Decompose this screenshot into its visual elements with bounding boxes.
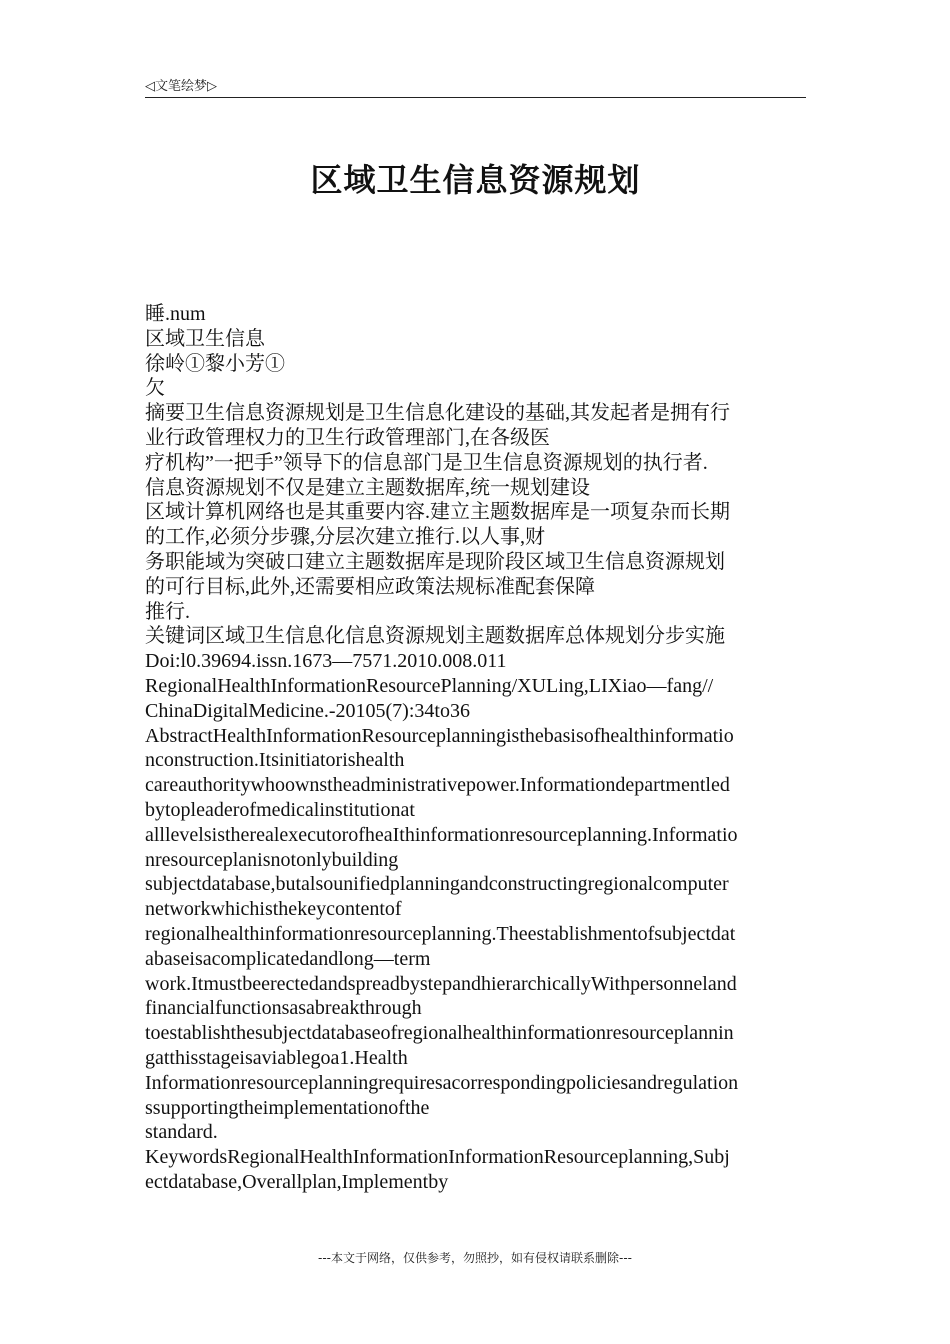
body-line: 关键词区域卫生信息化信息资源规划主题数据库总体规划分步实施	[145, 625, 725, 648]
page-title: 区域卫生信息资源规划	[310, 161, 641, 199]
body-line: 摘要卫生信息资源规划是卫生信息化建设的基础,其发起者是拥有行	[145, 402, 730, 425]
body-text	[145, 302, 809, 1195]
body-line: 区域卫生信息	[145, 327, 265, 350]
body-line: regionalhealthinformationresourceplanning.Theestablishmentofsubjectdat	[145, 922, 736, 945]
body-line: 务职能域为突破口建立主题数据库是现阶段区域卫生信息资源规划	[145, 550, 725, 573]
body-line: work.ItmustbeerectedandspreadbystepandhierarchicallyWithpersonneland	[145, 972, 737, 995]
body-line: alllevelsistherealexecutorofheaIthinformationresourceplanning.Informatio	[145, 823, 738, 846]
body-line: 欠	[145, 377, 165, 400]
header-divider	[145, 97, 806, 98]
body-line: ssupportingtheimplementationofthe	[145, 1096, 430, 1119]
body-line: 睡.num	[145, 303, 206, 325]
body-line: 徐岭①黎小芳①	[145, 352, 285, 375]
body-line: AbstractHealthInformationResourceplanningisthebasisofhealthinformatio	[145, 724, 734, 747]
body-line: subjectdatabase,butalsounifiedplanningandconstructingregionalcomputer	[145, 873, 729, 896]
body-line: abaseisacomplicatedandlong—term	[145, 947, 431, 970]
body-line: bytopleaderofmedicalinstitutionat	[145, 798, 415, 821]
body-line: toestablishthesubjectdatabaseofregionalhealthinformationresourceplannin	[145, 1022, 734, 1045]
page-footer: ---本文于网络，仅供参考，勿照抄，如有侵权请联系删除---	[318, 1251, 632, 1265]
body-line: 的可行目标,此外,还需要相应政策法规标准配套保障	[145, 575, 595, 598]
body-line: RegionalHealthInformationResourcePlanning/XULing,LIXiao—fang//	[145, 674, 714, 697]
body-line: standard.	[145, 1121, 218, 1144]
body-line: ectdatabase,Overallplan,Implementby	[145, 1170, 449, 1193]
body-line: careauthoritywhoownstheadministrativepower.Informationdepartmentled	[145, 774, 730, 797]
running-header: ◁文笔绘梦▷	[145, 79, 217, 94]
body-line: 区域计算机网络也是其重要内容.建立主题数据库是一项复杂而长期	[145, 501, 730, 524]
body-line: nconstruction.Itsinitiatorishealth	[145, 749, 405, 772]
body-line: KeywordsRegionalHealthInformationInformationResourceplanning,Subj	[145, 1146, 730, 1169]
body-line: 疗机构”一把手”领导下的信息部门是卫生信息资源规划的执行者.	[145, 451, 708, 474]
body-line: 推行.	[145, 600, 190, 623]
body-line: ChinaDigitalMedicine.-20105(7):34to36	[145, 699, 470, 722]
body-line: 的工作,必须分步骤,分层次建立推行.以人事,财	[145, 526, 545, 549]
body-line: gatthisstageisaviablegoa1.Health	[145, 1046, 408, 1069]
body-line: 业行政管理权力的卫生行政管理部门,在各级医	[145, 426, 550, 449]
body-line: Doi:l0.39694.issn.1673—7571.2010.008.011	[145, 650, 507, 673]
body-line: nresourceplanisnotonlybuilding	[145, 848, 399, 871]
body-line: 信息资源规划不仅是建立主题数据库,统一规划建设	[145, 476, 590, 499]
body-line: Informationresourceplanningrequiresacorrespondingpoliciesandregulation	[145, 1071, 739, 1094]
body-line: networkwhichisthekeycontentof	[145, 898, 402, 921]
body-line: financialfunctionsasabreakthrough	[145, 997, 422, 1020]
